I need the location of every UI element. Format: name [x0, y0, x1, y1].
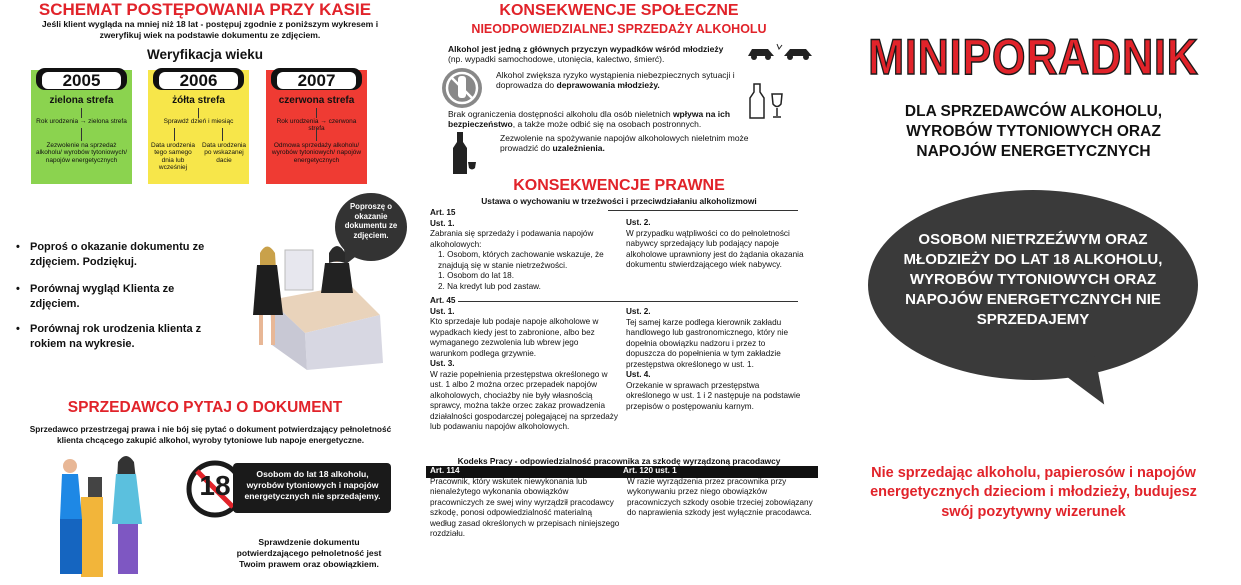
customers-illustration: [48, 452, 168, 582]
instruction-bullet-1: • Poproś o okazanie dokumentu ze zdjęciem. Podziękuj.: [30, 240, 220, 270]
flow-result: Odmowa sprzedaży alkoholu/ wyrobów tytoniowych/ napojów energetycznych: [271, 142, 362, 164]
flow-step: Rok urodzenia → zielona strefa: [36, 118, 127, 125]
flow-arrow: [198, 108, 199, 118]
customer-leg: [271, 315, 275, 345]
warning-text: Osobom do lat 18 alkoholu, wyrobów tytoniowych i napojów energetycznych nie sprzedajemy.: [244, 469, 381, 502]
age-column-2005: [31, 70, 132, 184]
left-panel: [0, 0, 410, 585]
customer-leg: [259, 315, 263, 345]
main-title: MINIPORADNIK: [868, 29, 1199, 85]
card-terminal: [88, 477, 102, 497]
art45-right: Ust. 2. Tej samej karze podlega kierownik zakładu handlowego lub gastronomicznego, który nie dopełnia obowiązku nadzoru i przez to dopuszcza do popełnienia w tym zakładzie przestępstwa określonego w ust. 1. Ust. 4. Orzekanie w sprawach przestępstwa określonego w ust. 1 i 2 następuje na podstawie przepisów o postępowaniu karnym.: [626, 307, 801, 411]
counter-stand: [81, 497, 103, 577]
year-badge: [271, 68, 362, 90]
zone-label: czerwona strefa: [278, 95, 355, 106]
right-panel: [826, 0, 1241, 585]
zone-label: żółta strefa: [172, 95, 225, 106]
scheme-intro: Jeśli klient wygląda na mniej niż 18 lat - postępuj zgodnie z poniższym wykresem i zweryfikuj wiek na podstawie dokumentu ze zdjęciem.: [41, 19, 379, 41]
social-subtitle: NIEODPOWIEDZIALNEJ SPRZEDAŻY ALKOHOLU: [471, 22, 767, 36]
year-badge: [36, 68, 127, 90]
sign-number: 18: [199, 470, 231, 501]
year-badge: [153, 68, 244, 90]
car-crash-icon: [746, 40, 816, 62]
person-skirt: [118, 524, 138, 574]
instruction-bullet-2: • Porównaj wygląd Klienta ze zdjęciem.: [30, 282, 220, 312]
customer-dress: [253, 265, 283, 315]
act2-title: Kodeks Pracy - odpowiedzialność pracownika za szkodę wyrządzoną pracodawcy: [457, 456, 781, 466]
social-title: KONSEKWENCJE SPOŁECZNE: [499, 2, 739, 19]
scheme-title: SCHEMAT POSTĘPOWANIA PRZY KASIE: [38, 0, 372, 19]
art120: Art. 120 ust. 1 W razie wyrządzenia przez pracownika przy wykonywaniu przez niego obowiązków pracowniczych szkody osobie trzeciej zobowiązany do naprawienia szkody jest wyłącznie pracodawca.: [623, 466, 813, 517]
bottle-icon: [448, 130, 478, 176]
year-label: 2005: [42, 72, 121, 89]
art45-left: Art. 45 Ust. 1. Kto sprzedaje lub podaje napoje alkoholowe w wypadkach kiedy jest to zabronione, albo bez wymaganego zezwolenia lub wbrew jego warunkom podlega grzywnie. Ust. 3. W razie popełnienia przestępstwa określonego w ust. 1 albo 2 można orzec przepadek napojów alkoholowych, chociażby nie były własnością sprawcy, można także orzec zakaz prowadzenia działalności gospodarczej polegającej na sprzedaży lub podawaniu napojów alkoholowych.: [430, 296, 618, 431]
flow-arrow: [81, 128, 82, 141]
flow-arrow: [316, 108, 317, 118]
main-subtitle: DLA SPRZEDAWCÓW ALKOHOLU, WYROBÓW TYTONIOWYCH ORAZ NAPOJÓW ENERGETYCZNYCH: [904, 103, 1163, 161]
art114: Art. 114 Pracownik, który wskutek niewykonania lub nienależytego wykonania obowiązków pracowniczych ze swej winy wyrządził pracodawcy szkodę, ponosi odpowiedzialność materialną według zasad określonych w przepisach niniejszego rozdziału.: [430, 466, 620, 538]
ask-document-text: Sprzedawco przestrzegaj prawa i nie bój się pytać o dokument potwierdzający pełnoletność klienta chcącego zakupić alkohol, wyroby tytoniowe lub napoje energetyczne.: [29, 424, 392, 446]
flow-result: Data urodzenia po wskazanej dacie: [201, 142, 247, 164]
act1-title: Ustawa o wychowaniu w trzeźwości i przeciwdziałaniu alkoholizmowi: [481, 196, 757, 206]
social-point-4: Zezwolenie na spożywanie napojów alkoholowych nieletnim może prowadzić do uzależnienia.: [500, 133, 749, 154]
age-column-2007: [266, 70, 367, 184]
year-label: 2007: [277, 72, 356, 89]
flow-result: Data urodzenia tego samego dnia lub wcześniej: [150, 142, 196, 172]
person-head: [63, 459, 77, 473]
social-point-1: Alkohol jest jedną z głównych przyczyn wypadków wśród młodzieży (np. wypadki samochodowe, utonięcia, kalectwo, śmierć).: [448, 44, 724, 65]
cashier-body: [321, 263, 353, 293]
bottle-glass-icon: [748, 80, 788, 120]
age-column-2006: [148, 70, 249, 184]
speech-bubble-text: Poproszę o okazanie dokumentu ze zdjęciem.: [344, 202, 398, 241]
flow-arrow: [316, 128, 317, 141]
flow-step: Sprawdź dzień i miesiąc: [163, 118, 234, 125]
year-label: 2006: [159, 72, 238, 89]
flow-arrow: [81, 108, 82, 118]
section-title-ask-document: SPRZEDAWCO PYTAJ O DOKUMENT: [67, 399, 343, 416]
footer-note: Sprawdzenie dokumentu potwierdzającego pełnoletność jest Twoim prawem oraz obowiązkiem.: [236, 537, 382, 570]
person-body: [60, 474, 82, 519]
social-point-3: Brak ograniczenia dostępności alkoholu dla osób nieletnich wpływa na ich bezpieczeństwo, a także może odbić się na osobach postronnych.: [448, 109, 731, 130]
flow-step: Rok urodzenia → czerwona strefa: [276, 118, 357, 133]
cashier-illustration: [245, 235, 405, 375]
social-point-2: Alkohol zwiększa ryzyko wystąpienia niebezpiecznych sytuacji i doprowadza do deprawowania młodzieży.: [496, 70, 735, 91]
flow-arrow: [174, 128, 175, 141]
no-alcohol-icon: [440, 66, 484, 110]
zone-label: zielona strefa: [49, 95, 114, 106]
middle-panel: [418, 0, 820, 585]
flow-arrow: [222, 128, 223, 141]
chart-title: Weryfikacja wieku: [146, 47, 264, 62]
positive-image-note: Nie sprzedając alkoholu, papierosów i napojów energetycznych dzieciom i młodzieży, budujesz swój pozytywny wizerunek: [870, 465, 1197, 520]
person-body: [112, 474, 142, 524]
person-legs: [60, 519, 82, 574]
warning-bubble-text: OSOBOM NIETRZEŹWYM ORAZ MŁODZIEŻY DO LAT 18 ALKOHOLU, WYROBÓW TYTONIOWYCH ORAZ NAPOJÓW ENERGETYCZNYCH NIE SPRZEDAJEMY: [903, 231, 1163, 328]
divider: [608, 210, 798, 211]
instruction-bullet-3: • Porównaj rok urodzenia klienta z rokiem na wykresie.: [30, 322, 220, 352]
art15-left: Art. 15 Ust. 1. Zabrania się sprzedaży i podawania napojów alkoholowych: 1. Osobom, których zachowanie wskazuje, że znajdują się w stanie nietrzeźwości. 1. Osobom do lat 18. 2. Na kredyt lub pod zastaw.: [430, 208, 604, 291]
register-panel: [285, 250, 313, 290]
legal-title: KONSEKWENCJE PRAWNE: [513, 177, 725, 194]
cashier-hair: [329, 246, 345, 263]
flow-result: Zezwolenie na sprzedaż alkoholu/ wyrobów tytoniowych/ napojów energetycznych: [35, 142, 128, 164]
art15-right: Ust. 2. W przypadku wątpliwości co do pełnoletności nabywcy sprzedający lub podający napoje alkoholowe uprawniony jest do żądania okazania dokumentu stwierdzającego wiek nabywcy.: [626, 218, 804, 269]
